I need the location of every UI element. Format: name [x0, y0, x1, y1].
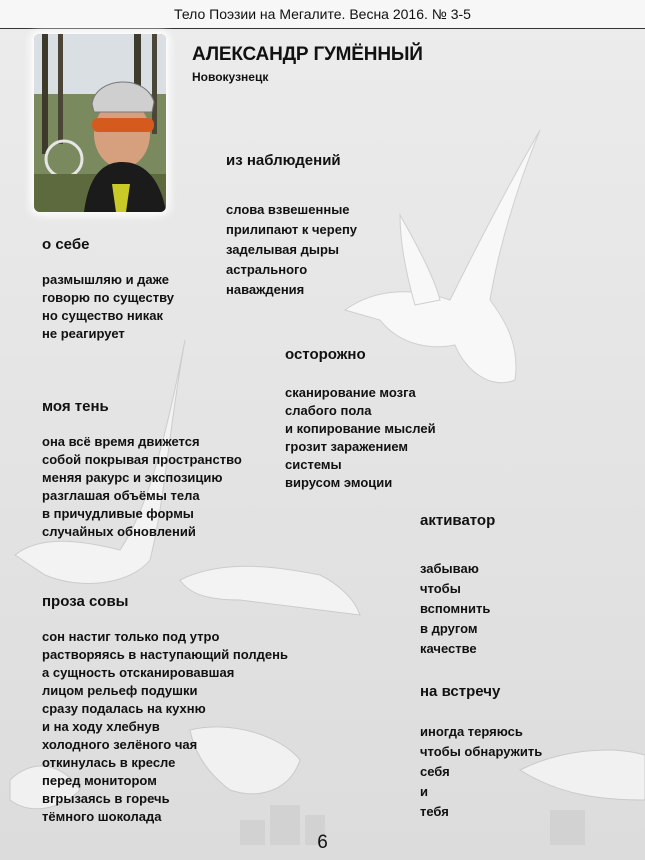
poem-line: сканирование мозга [285, 385, 416, 400]
header-title: Тело Поэзии на Мегалите. Весна 2016. № 3-5 [174, 6, 471, 22]
poem-body-iz-nablyudeniy [226, 200, 357, 300]
poem-line: чтобы [420, 581, 461, 596]
poem-line: но существо никак [42, 308, 163, 323]
poem-title-iz-nablyudeniy: из наблюдений [226, 152, 341, 169]
poem-body-moya-ten [42, 433, 242, 541]
poem-title-moya-ten: моя тень [42, 398, 109, 415]
poem-line: перед монитором [42, 773, 157, 788]
poem-line: а сущность отсканировавшая [42, 665, 235, 680]
poem-line: тёмного шоколада [42, 809, 162, 824]
poem-line: в причудливые формы [42, 506, 194, 521]
poem-line: наваждения [226, 282, 305, 297]
poem-line: заделывая дыры [226, 242, 340, 257]
poem-title-aktivator: активатор [420, 512, 496, 529]
poem-line: и на ходу хлебнув [42, 719, 160, 734]
poem-line: размышляю и даже [42, 272, 169, 287]
poem-line: системы [285, 457, 342, 472]
poem-line: вирусом эмоции [285, 475, 393, 490]
poem-title-ostorozhno: осторожно [285, 346, 366, 363]
poem-line: в другом [420, 621, 478, 636]
poem-title-o-sebe: о себе [42, 236, 90, 253]
poem-line: иногда теряюсь [420, 724, 523, 739]
poem-line: тебя [420, 804, 449, 819]
poem-line: вгрызаясь в горечь [42, 791, 170, 806]
poem-line: не реагирует [42, 326, 125, 341]
poem-line: и копирование мыслей [285, 421, 436, 436]
author-name: АЛЕКСАНДР ГУМЁННЫЙ [192, 44, 423, 65]
author-photo [34, 34, 166, 212]
poem-line: разглашая объёмы тела [42, 488, 200, 503]
poem-line: забываю [420, 561, 479, 576]
poem-title-proza-sovy: проза совы [42, 593, 129, 610]
poem-line: чтобы обнаружить [420, 744, 543, 759]
poem-line: растворяясь в наступающий полдень [42, 647, 288, 662]
author-city: Новокузнецк [192, 70, 269, 84]
poem-line: холодного зелёного чая [42, 737, 198, 752]
poem-body-proza-sovy [42, 628, 288, 826]
poem-line: сон настиг только под утро [42, 629, 220, 644]
poem-line: слабого пола [285, 403, 372, 418]
poem-line: астрального [226, 262, 308, 277]
page-header [0, 0, 645, 29]
page-number: 6 [317, 832, 328, 853]
poem-body-o-sebe [42, 271, 174, 343]
poem-line: грозит заражением [285, 439, 409, 454]
poem-line: себя [420, 764, 450, 779]
poem-body-ostorozhno [285, 384, 436, 492]
poem-line: слова взвешенные [226, 202, 350, 217]
poem-line: меняя ракурс и экспозицию [42, 470, 223, 485]
poem-line: и [420, 784, 428, 799]
poem-line: сразу подалась на кухню [42, 701, 206, 716]
poem-title-na-vstrechu: на встречу [420, 683, 501, 700]
poem-line: качестве [420, 641, 477, 656]
poem-line: лицом рельеф подушки [42, 683, 198, 698]
poem-line: откинулась в кресле [42, 755, 176, 770]
poem-line: собой покрывая пространство [42, 452, 242, 467]
poem-body-aktivator [420, 559, 490, 659]
poem-line: говорю по существу [42, 290, 174, 305]
poem-line: случайных обновлений [42, 524, 196, 539]
poem-line: прилипают к черепу [226, 222, 358, 237]
poem-line: она всё время движется [42, 434, 200, 449]
poem-body-na-vstrechu [420, 722, 542, 822]
poem-line: вспомнить [420, 601, 491, 616]
